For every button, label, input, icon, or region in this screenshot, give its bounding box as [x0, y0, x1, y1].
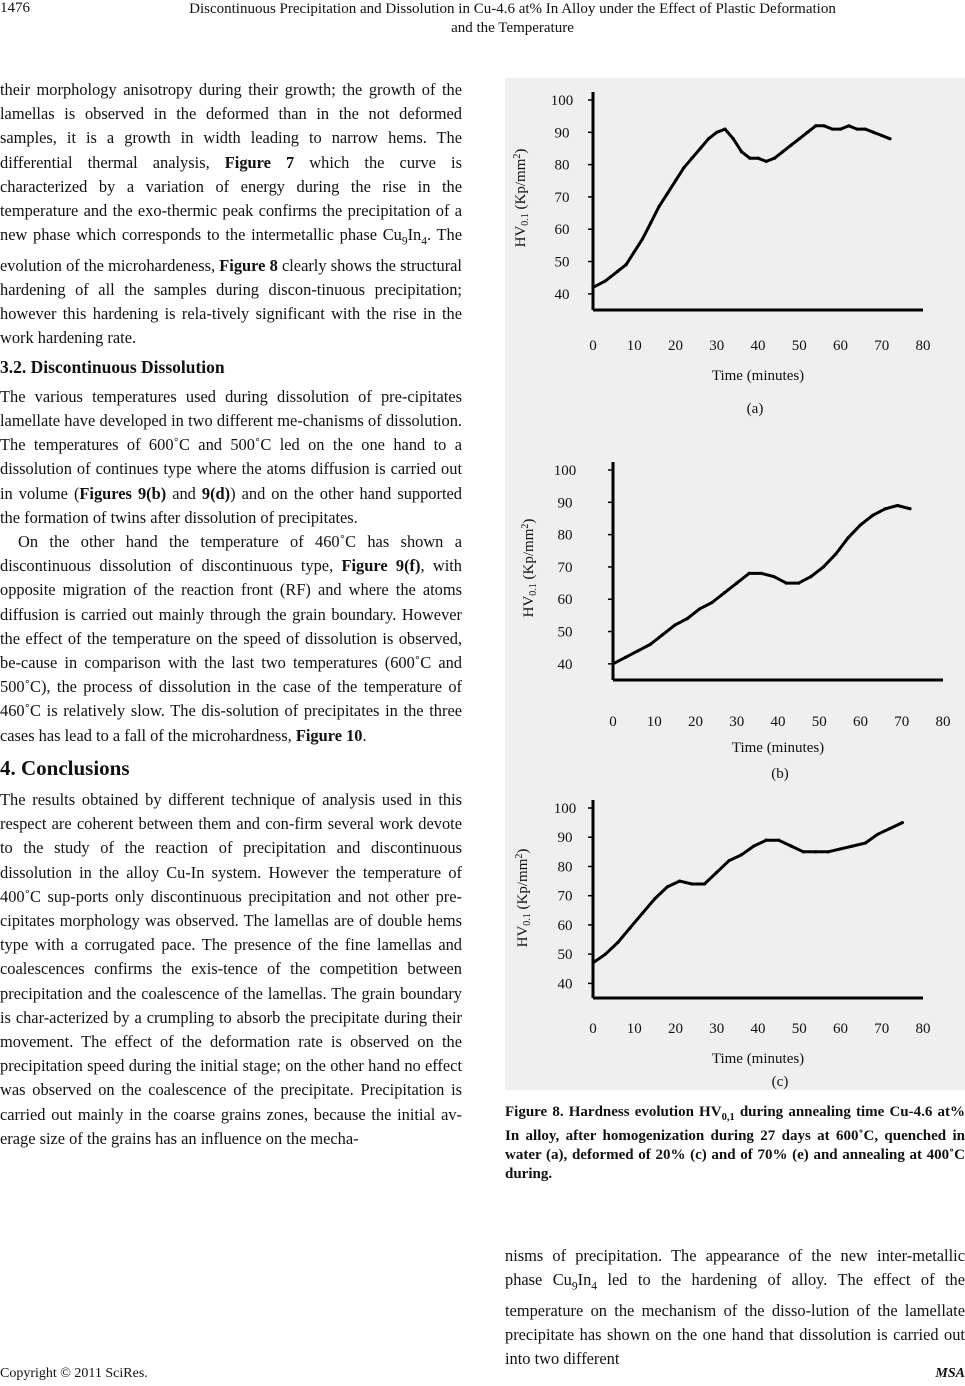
x-tick-label: 60: [833, 338, 848, 354]
x-tick-label: 20: [668, 1021, 683, 1037]
data-point: [686, 617, 689, 620]
data-point: [822, 565, 825, 568]
x-tick-label: 30: [709, 338, 725, 354]
x-tick-label: 60: [833, 1021, 848, 1037]
x-tick-label: 80: [915, 1021, 931, 1037]
data-point: [649, 221, 652, 224]
figure-reference[interactable]: Figure 7: [224, 152, 295, 172]
data-point: [901, 821, 904, 824]
x-axis-label: Time (minutes): [711, 1051, 805, 1067]
subscript: 4: [421, 235, 427, 248]
data-point: [772, 575, 775, 578]
data-point: [604, 953, 607, 956]
y-tick-label: 40: [554, 286, 570, 303]
data-point: [908, 507, 911, 510]
text-run: which the curve is characterized by a variation of energy during the rise in the temperature and the exo-thermic peak confirms the precipitation of a new phase which corresponds to the intermetallic phase Cu: [0, 152, 462, 245]
y-tick-label: 40: [557, 656, 573, 673]
text-run: and: [166, 483, 202, 503]
data-point: [752, 844, 755, 847]
x-tick-label: 0: [589, 338, 597, 354]
data-point: [723, 127, 726, 130]
data-point: [673, 623, 676, 626]
data-point: [827, 850, 830, 853]
running-header-line1: Discontinuous Precipitation and Dissolution in Cu-4.6 at% In Alloy under the Effect of Plastic Deformation: [189, 1, 836, 17]
data-point: [690, 157, 693, 160]
data-point: [641, 237, 644, 240]
data-point: [847, 124, 850, 127]
figure-8: [505, 78, 965, 1090]
x-tick-label: 40: [750, 338, 766, 354]
y-tick-label: 70: [557, 559, 573, 576]
y-tick-label: 90: [557, 495, 573, 512]
data-point: [781, 150, 784, 153]
y-axis-label: $HV_{0.1}$ $(Kp/mm^2)$: [512, 148, 531, 248]
data-point: [880, 134, 883, 137]
data-point: [636, 649, 639, 652]
subscript: 4: [591, 1280, 598, 1293]
x-axis-label: Time (minutes): [711, 368, 805, 384]
y-tick-label: 50: [554, 254, 570, 271]
panel-label: (a): [746, 401, 764, 417]
data-point: [888, 137, 891, 140]
data-point: [839, 847, 842, 850]
text-run: On the other hand the temperature of 460˚C has shown a discontinuous dissolution of discontinuous type,: [0, 531, 462, 576]
data-point: [896, 504, 899, 507]
data-point: [831, 127, 834, 130]
series-line: [593, 126, 890, 288]
x-tick-label: 80: [935, 714, 951, 730]
y-tick-label: 60: [554, 222, 570, 239]
y-tick-label: 40: [557, 976, 573, 993]
data-point: [657, 205, 660, 208]
data-point: [629, 926, 632, 929]
x-tick-label: 20: [688, 714, 703, 730]
section-heading-3-2: 3.2. Discontinuous Dissolution: [0, 356, 225, 377]
x-tick-label: 70: [874, 1021, 890, 1037]
y-tick-label: 60: [557, 592, 573, 609]
x-tick-label: 30: [709, 1021, 725, 1037]
panel-label: (b): [771, 766, 789, 782]
data-point: [809, 575, 812, 578]
subscript: 9: [401, 235, 408, 248]
panel-label: (c): [771, 1074, 789, 1090]
y-tick-label: 80: [554, 157, 570, 174]
data-point: [698, 607, 701, 610]
data-point: [834, 552, 837, 555]
data-point: [728, 859, 731, 862]
y-tick-label: 50: [557, 624, 573, 641]
data-point: [653, 897, 656, 900]
chart-panel-b: [505, 448, 965, 788]
paragraph: [0, 530, 462, 748]
data-point: [789, 844, 792, 847]
data-point: [715, 131, 718, 134]
text-run: .: [362, 725, 367, 745]
y-tick-label: 90: [557, 830, 573, 847]
x-tick-label: 10: [626, 338, 642, 354]
data-point: [740, 150, 743, 153]
text-run: ) and on the other hand supported the formation of twins after dissolution of precipitates.: [0, 483, 462, 527]
chart-panel-a: [505, 78, 965, 423]
y-tick-label: 100: [553, 463, 577, 479]
paragraph: The results obtained by different technique of analysis used in this respect are coherent between them and con-firm several work devote to the study of the reaction of precipitation and discontinuous dissolution in the alloy Cu-In system. However the temperature of 400˚C sup-ports only discontinuous precipitation and not other pre-cipitates morphology was observed. The lamellas are of double hems type with a corrugated pace. The presence of the fine lamellas and coalescences confirms the exis-tence of the competition between precipitation and the coalescence of the lamellas. The grain boundary is char-acterized by a crumpling to absorb the precipitate during their movement. The effect of the deformation rate is observed on the precipitation speed during the initial stage; on the other hand no effect was observed on the coalescence of the precipitate. Precipitation is carried out mainly in the coarse grains zones, because the initial av-erage size of the grains has an influence on the mecha-: [0, 789, 462, 1148]
x-tick-label: 40: [750, 1021, 766, 1037]
data-point: [732, 137, 735, 140]
data-point: [666, 192, 669, 195]
footer-journal: MSA: [935, 1366, 965, 1381]
data-point: [616, 270, 619, 273]
x-tick-label: 20: [668, 338, 683, 354]
x-tick-label: 40: [770, 714, 786, 730]
x-tick-label: 50: [791, 1021, 807, 1037]
y-tick-label: 80: [557, 859, 573, 876]
text-run: clearly shows the structural hardening of all the samples during discon-tinuous precipitation; however this hardening is rela-tively significant with the rise in the work hardening rate.: [0, 255, 462, 348]
x-tick-label: 50: [791, 338, 807, 354]
text-run: their morphology anisotropy during their growth; the growth of the lamellas is observed in the deformed than in the not deformed samples, it is a growth in width leading to narrow hems. The differential thermal analysis,: [0, 80, 462, 172]
y-tick-label: 60: [557, 917, 573, 934]
paragraph: [0, 385, 462, 530]
y-axis-label: $HV_{0.1}$ $(Kp/mm^2)$: [514, 848, 533, 948]
data-point: [789, 144, 792, 147]
data-point: [699, 147, 702, 150]
series-line: [613, 506, 910, 664]
x-tick-label: 80: [915, 338, 931, 354]
text-run: nisms of precipitation. The appearance of the new inter-metallic phase Cu: [505, 1246, 965, 1290]
figure-reference[interactable]: Figures 9(b): [79, 483, 167, 503]
text-run: In: [407, 225, 422, 245]
data-point: [798, 137, 801, 140]
data-point: [604, 279, 607, 282]
data-point: [611, 662, 614, 665]
x-tick-label: 70: [874, 338, 890, 354]
y-tick-label: 50: [557, 947, 573, 964]
data-point: [822, 124, 825, 127]
data-point: [797, 581, 800, 584]
subscript: 0,1: [721, 1112, 735, 1123]
data-point: [710, 601, 713, 604]
x-tick-label: 50: [811, 714, 827, 730]
data-point: [855, 127, 858, 130]
data-point: [707, 137, 710, 140]
data-point: [802, 850, 805, 853]
y-tick-label: 70: [557, 888, 573, 905]
text-run: led to the hardening of alloy. The effect of the temperature on the mechanism of the disso-lution of the lamellate precipitate has shown on the one hand that dissolution is carried out into two different: [505, 1270, 965, 1369]
data-point: [616, 941, 619, 944]
data-point: [864, 841, 867, 844]
data-point: [814, 124, 817, 127]
data-point: [748, 157, 751, 160]
y-tick-label: 80: [557, 527, 573, 544]
data-point: [756, 157, 759, 160]
y-tick-label: 100: [550, 93, 574, 109]
section-heading-4: 4. Conclusions: [0, 755, 130, 780]
text-run: . The evolution of the microhardeness,: [0, 225, 462, 275]
data-point: [703, 882, 706, 885]
data-point: [735, 581, 738, 584]
x-tick-label: 60: [853, 714, 868, 730]
chart-panel-c: [505, 788, 965, 1090]
data-point: [633, 250, 636, 253]
x-tick-label: 10: [626, 1021, 642, 1037]
x-tick-label: 10: [646, 714, 662, 730]
data-point: [666, 885, 669, 888]
data-point: [674, 179, 677, 182]
figure-caption: [505, 1103, 965, 1184]
data-point: [624, 263, 627, 266]
x-tick-label: 70: [894, 714, 910, 730]
x-tick-label: 0: [609, 714, 617, 730]
text-run: The various temperatures used during dissolution of pre-cipitates lamellate have developed in two different me-chanisms of dissolution. The temperatures of 600˚C and 500˚C led on the one hand to a dissolution of continues type where the atoms diffusion is carried out in volume (: [0, 386, 462, 503]
page-number: 1476: [0, 0, 30, 16]
data-point: [682, 166, 685, 169]
data-point: [864, 127, 867, 130]
data-point: [715, 871, 718, 874]
running-header-line2: and the Temperature: [451, 20, 574, 36]
data-point: [748, 572, 751, 575]
data-point: [773, 157, 776, 160]
data-point: [871, 514, 874, 517]
data-point: [847, 536, 850, 539]
data-point: [859, 523, 862, 526]
x-tick-label: 0: [589, 1021, 597, 1037]
left-column: [0, 78, 462, 1151]
data-point: [661, 633, 664, 636]
data-point: [884, 507, 887, 510]
subscript: 9: [571, 1280, 578, 1293]
y-tick-label: 70: [554, 189, 570, 206]
y-axis-label: $HV_{0.1}$ $(Kp/mm^2)$: [520, 518, 539, 618]
x-tick-label: 30: [729, 714, 745, 730]
data-point: [760, 572, 763, 575]
data-point: [785, 581, 788, 584]
x-axis-label: Time (minutes): [731, 740, 825, 756]
data-point: [678, 879, 681, 882]
text-run: In: [577, 1270, 592, 1290]
figure-reference[interactable]: Figure 10: [295, 725, 363, 745]
data-point: [641, 912, 644, 915]
data-point: [814, 850, 817, 853]
data-point: [839, 127, 842, 130]
data-point: [872, 131, 875, 134]
data-point: [777, 839, 780, 842]
data-point: [765, 839, 768, 842]
series-line: [593, 823, 902, 963]
data-point: [888, 827, 891, 830]
figure-reference[interactable]: Figure 8: [219, 255, 278, 275]
data-point: [649, 643, 652, 646]
text-run: during annealing time Cu-4.6 at% In alloy, after homogenization during 27 days at 600˚C, quenched in water (a), deformed of 20% (c) and of 70% (e) and annealing at 400˚C during.: [505, 1104, 965, 1182]
text-run: Figure 8. Hardness evolution HV: [505, 1104, 722, 1120]
y-tick-label: 100: [553, 801, 577, 817]
data-point: [806, 131, 809, 134]
text-run: , with opposite migration of the reaction front (RF) and where the atoms diffusion is carried out mainly through the grain boundary. However the effect of the temperature on the speed of dissolution is observed, be-cause in comparison with the last two temperatures (600˚C and 500˚C), the process of dissolution in the case of the temperature of 460˚C is relatively slow. The dis-solution of precipitates in the three cases has lead to a fall of the microhardness,: [0, 556, 462, 745]
data-point: [765, 160, 768, 163]
data-point: [876, 833, 879, 836]
y-tick-label: 90: [554, 125, 570, 142]
running-header: [60, 0, 965, 38]
data-point: [723, 591, 726, 594]
data-point: [740, 853, 743, 856]
data-point: [624, 656, 627, 659]
data-point: [690, 882, 693, 885]
figure-reference[interactable]: 9(d): [201, 483, 231, 503]
figure-reference[interactable]: Figure 9(f): [341, 556, 421, 576]
footer-copyright: Copyright © 2011 SciRes.: [0, 1366, 148, 1381]
data-point: [851, 844, 854, 847]
right-column-text: [505, 1244, 965, 1371]
paragraph: [0, 78, 462, 351]
data-point: [591, 286, 594, 289]
data-point: [591, 961, 594, 964]
